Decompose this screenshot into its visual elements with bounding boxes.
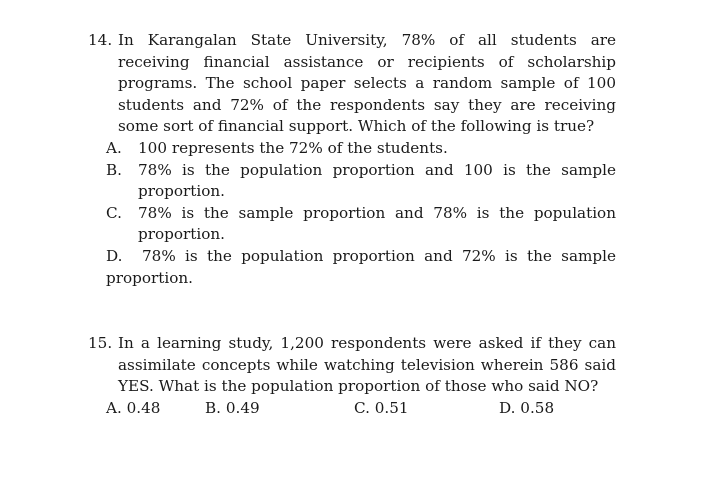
option-text: 0.48 <box>126 398 161 417</box>
option-letter: B. <box>106 160 122 179</box>
option-text: 0.49 <box>225 398 260 417</box>
question-14-stem: In Karangalan State University, 78% of all students are receiving financial assistance or recipients of scholarship programs. The school paper selects a random sample of 100 students and 72% of the respondents say they are receiving some sort of financial support. Which of the following is true? <box>118 31 616 136</box>
question-15-option-a <box>106 398 160 420</box>
option-letter: A. <box>106 398 122 417</box>
question-14-option-d-continuation: proportion. <box>106 268 193 287</box>
option-letter: D. <box>499 398 516 417</box>
option-letter: C. <box>106 203 122 222</box>
question-15-option-b <box>205 398 260 420</box>
question-15 <box>88 333 616 420</box>
question-14 <box>88 30 616 289</box>
option-text: 100 represents the 72% of the students. <box>138 138 448 157</box>
option-letter: D. <box>106 246 123 265</box>
question-14-option-a <box>106 138 616 160</box>
option-text: 78% is the population proportion and 100 is the sample proportion. <box>138 160 616 201</box>
question-14-header <box>88 30 616 138</box>
question-15-option-c <box>354 398 409 420</box>
option-text: 0.58 <box>520 398 555 417</box>
option-text: 0.51 <box>374 398 409 417</box>
question-15-number: 15. <box>88 334 113 352</box>
option-text: 78% is the sample proportion and 78% is the population proportion. <box>138 203 616 244</box>
option-letter: B. <box>205 398 221 417</box>
option-letter: C. <box>354 398 370 417</box>
question-15-options <box>88 398 616 420</box>
question-15-option-d <box>499 398 554 420</box>
option-text: 78% is the population proportion and 72% is the sample <box>142 246 616 265</box>
question-15-header <box>88 333 616 398</box>
question-14-option-c <box>106 203 616 246</box>
question-14-option-b <box>106 160 616 203</box>
question-15-stem: In a learning study, 1,200 respondents were asked if they can assimilate concepts while watching television wherein 586 said YES. What is the population proportion of those who said NO? <box>118 334 616 396</box>
option-letter: A. <box>106 138 122 157</box>
question-14-option-d <box>106 246 616 268</box>
question-14-number: 14. <box>88 31 113 49</box>
